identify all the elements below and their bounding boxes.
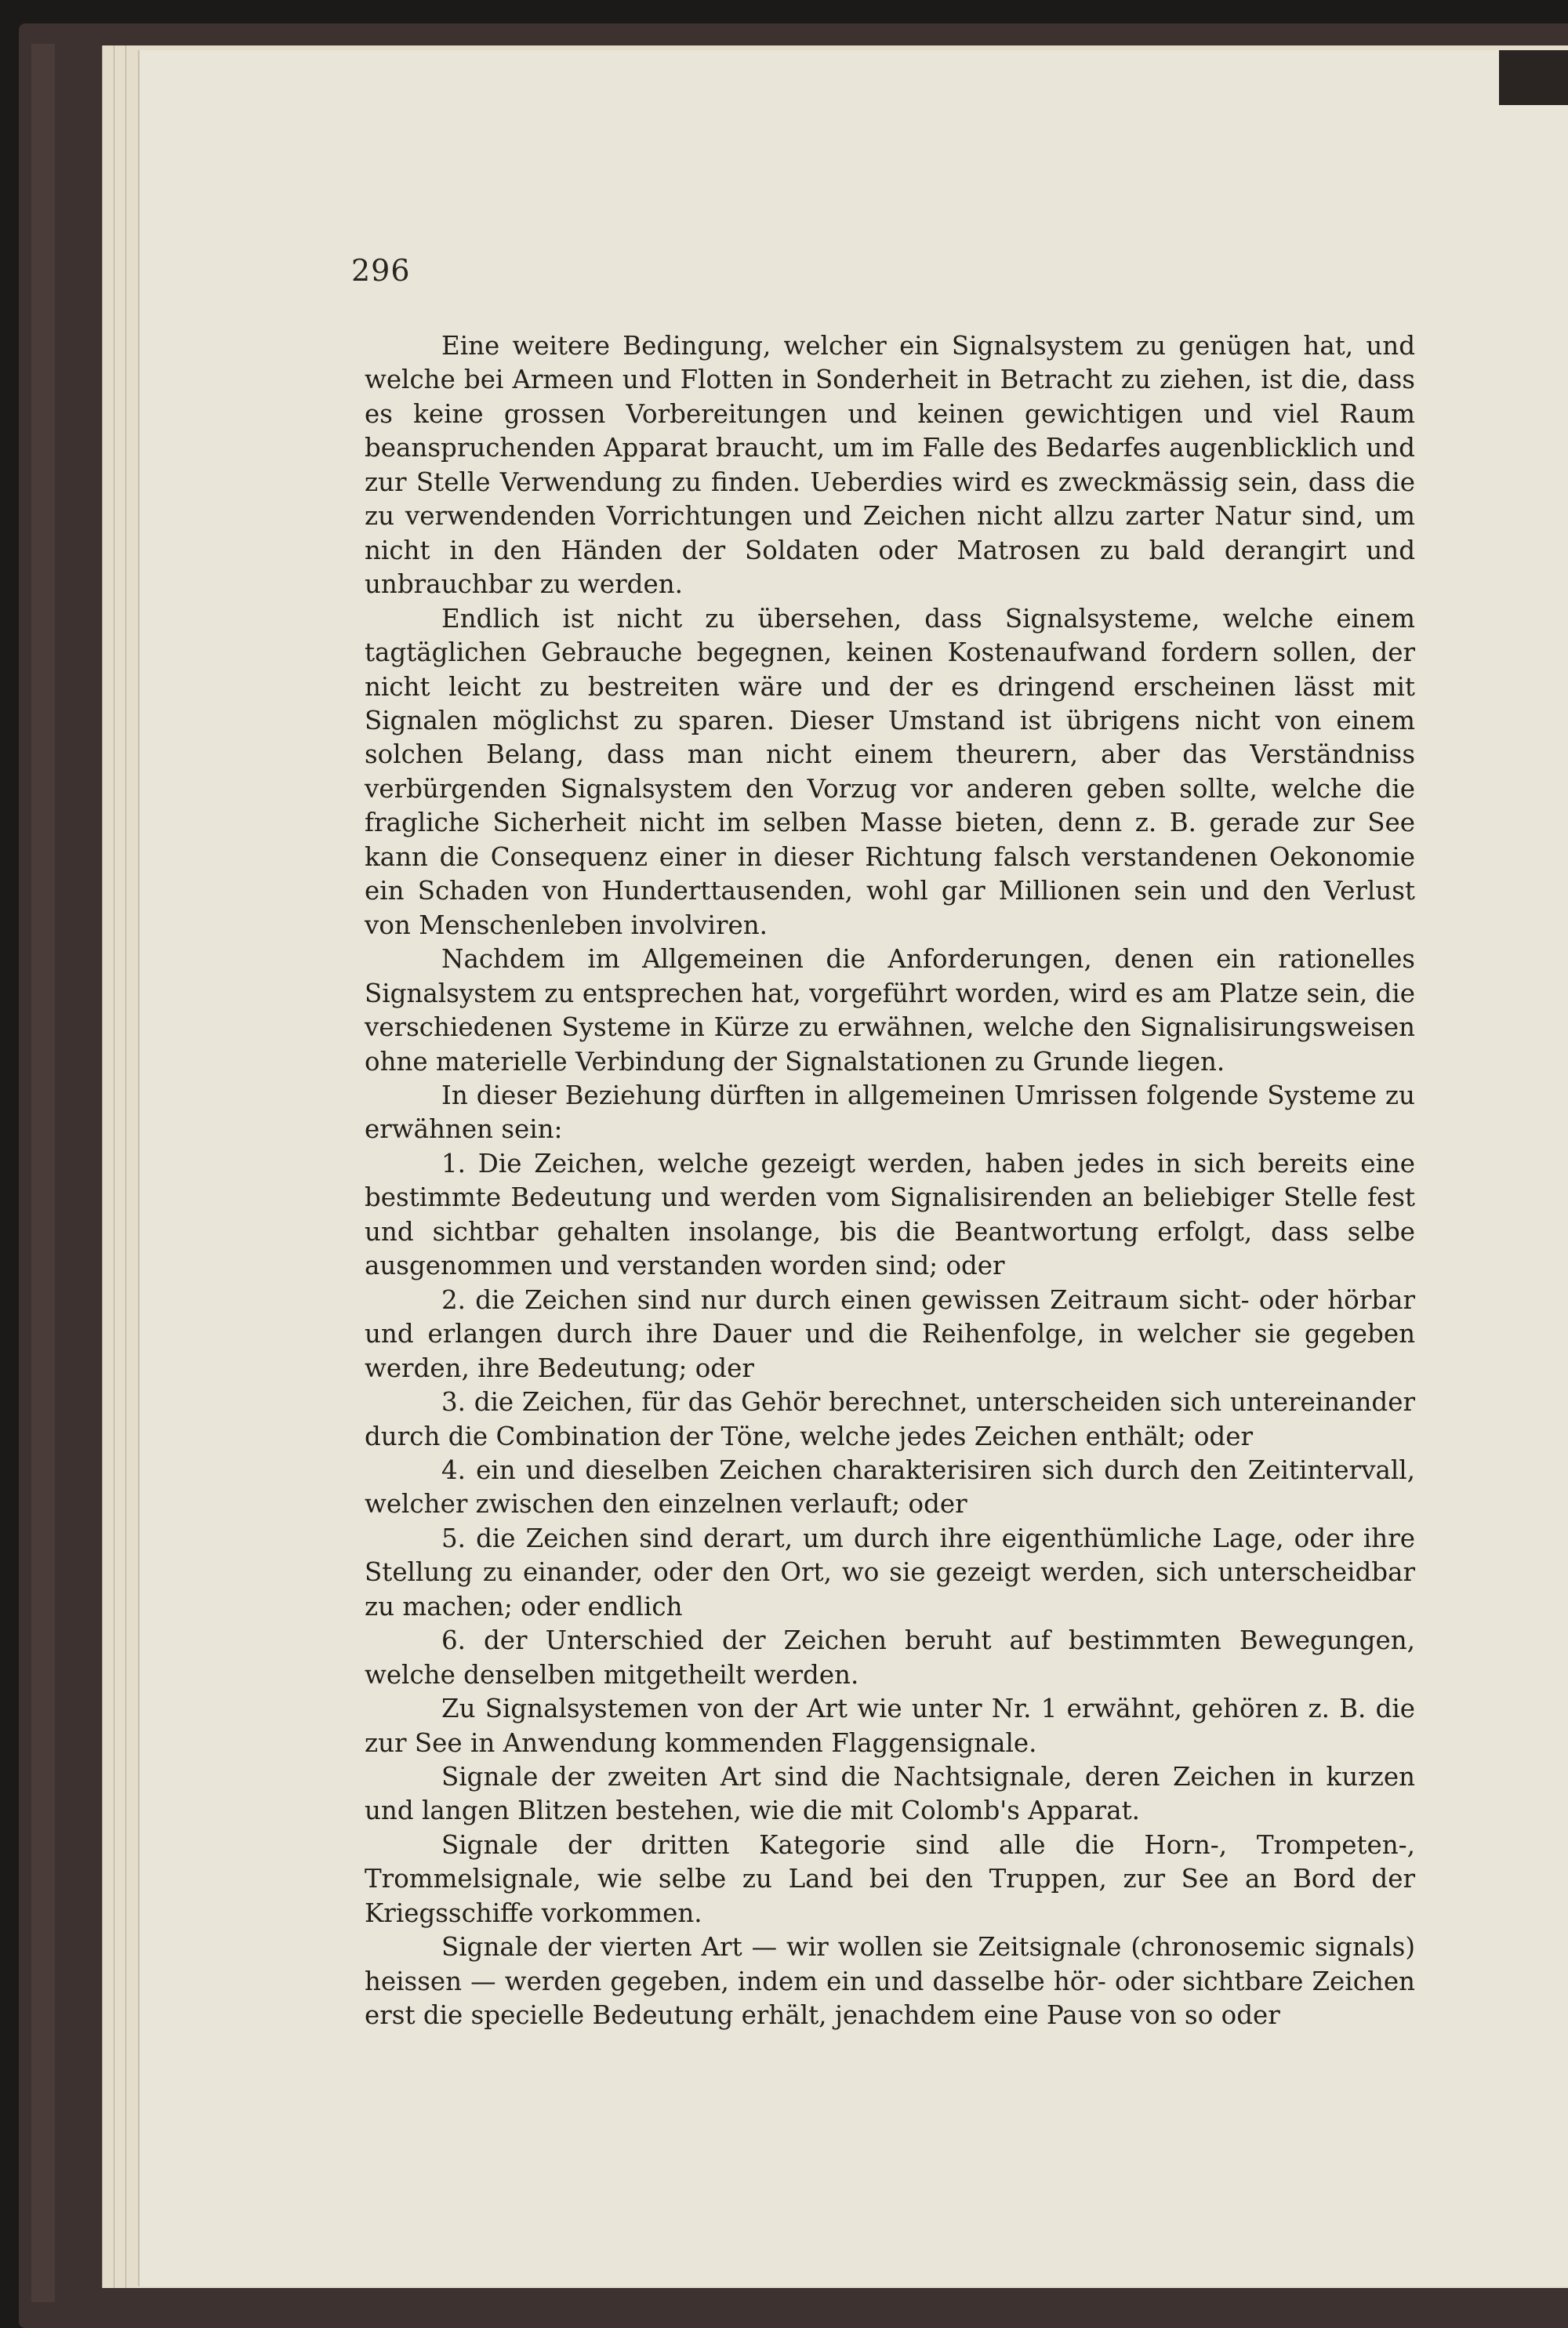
list-item-4: 4. ein und dieselben Zeichen charakterisiren sich durch den Zeitintervall, welcher zwischen den einzelnen verlauft; oder <box>365 1455 1415 1520</box>
list-item-6: 6. der Unterschied der Zeichen beruht auf bestimmten Bewegungen, welche denselben mitgetheilt werden. <box>365 1625 1415 1690</box>
list-item-1: 1. Die Zeichen, welche gezeigt werden, haben jedes in sich bereits eine bestimmte Bedeutung und werden vom Signalisirenden an beliebiger Stelle fest und sichtbar gehalten insolange, bis die Beantwortung erfolgt, dass selbe ausgenommen und verstanden worden sind; oder <box>365 1148 1415 1281</box>
paragraph: Signale der dritten Kategorie sind alle die Horn-, Trompeten-, Trommelsignale, wie selbe zu Land bei den Truppen, zur See an Bord der Kriegsschiffe vorkommen. <box>365 1829 1415 1928</box>
paragraph: Signale der zweiten Art sind die Nachtsignale, deren Zeichen in kurzen und langen Blitzen bestehen, wie die mit Colomb's Apparat. <box>365 1762 1415 1826</box>
list-item-3: 3. die Zeichen, für das Gehör berechnet, unterscheiden sich untereinander durch die Combination der Töne, welche jedes Zeichen enthält; oder <box>365 1387 1415 1451</box>
paragraph: Endlich ist nicht zu übersehen, dass Signalsysteme, welche einem tagtäglichen Gebrauche begegnen, keinen Kostenaufwand fordern sollen, der nicht leicht zu bestreiten wäre und der es dringend erscheinen lässt mit Signalen möglichst zu sparen. Dieser Umstand ist übrigens nicht von einem solchen Belang, dass man nicht einem theurern, aber das Verständniss verbürgenden Signalsystem den Vorzug vor anderen geben sollte, welche die fragliche Sicherheit nicht im selben Masse bieten, denn z. B. gerade zur See kann die Consequenz einer in dieser Richtung falsch verstandenen Oekonomie ein Schaden von Hunderttausenden, wohl gar Millionen sein und den Verlust von Menschenleben involviren. <box>365 603 1415 940</box>
page-corner-shadow <box>1499 50 1568 105</box>
paragraph: Nachdem im Allgemeinen die Anforderungen, denen ein rationelles Signalsystem zu entsprechen hat, vorgeführt worden, wird es am Platze sein, die verschiedenen Systeme in Kürze zu erwähnen, welche den Signalisirungsweisen ohne materielle Verbindung der Signalstationen zu Grunde liegen. <box>365 944 1415 1077</box>
book-spine-edge <box>31 44 55 2302</box>
paragraph: Eine weitere Bedingung, welcher ein Signalsystem zu genügen hat, und welche bei Armeen und Flotten in Sonderheit in Betracht zu ziehen, ist die, dass es keine grossen Vorbereitungen und keinen gewichtigen und viel Raum beanspruchenden Apparat braucht, um im Falle des Bedarfes augenblicklich und zur Stelle Verwendung zu finden. Ueberdies wird es zweckmässig sein, dass die zu verwendenden Vorrichtungen und Zeichen nicht allzu zarter Natur sind, um nicht in den Händen der Soldaten oder Matrosen zu bald derangirt und unbrauchbar zu werden. <box>365 331 1415 600</box>
page-body-text <box>365 329 1415 2033</box>
paragraph: Signale der vierten Art — wir wollen sie Zeitsignale (chronosemic signals) heissen — werden gegeben, indem ein und dasselbe hör- oder sichtbare Zeichen erst die specielle Bedeutung erhält, jenachdem eine Pause von so oder <box>365 1932 1415 2031</box>
paragraph: Zu Signalsystemen von der Art wie unter Nr. 1 erwähnt, gehören z. B. die zur See in Anwendung kommenden Flaggensignale. <box>365 1694 1415 1758</box>
list-item-5: 5. die Zeichen sind derart, um durch ihre eigenthümliche Lage, oder ihre Stellung zu einander, oder den Ort, wo sie gezeigt werden, sich unterscheidbar zu machen; oder endlich <box>365 1523 1415 1622</box>
list-item-2: 2. die Zeichen sind nur durch einen gewissen Zeitraum sicht- oder hörbar und erlangen durch ihre Dauer und die Reihenfolge, in welcher sie gegeben werden, ihre Bedeutung; oder <box>365 1284 1415 1383</box>
page-number: 296 <box>351 253 411 288</box>
paragraph: In dieser Beziehung dürften in allgemeinen Umrissen folgende Systeme zu erwähnen sein: <box>365 1080 1415 1145</box>
